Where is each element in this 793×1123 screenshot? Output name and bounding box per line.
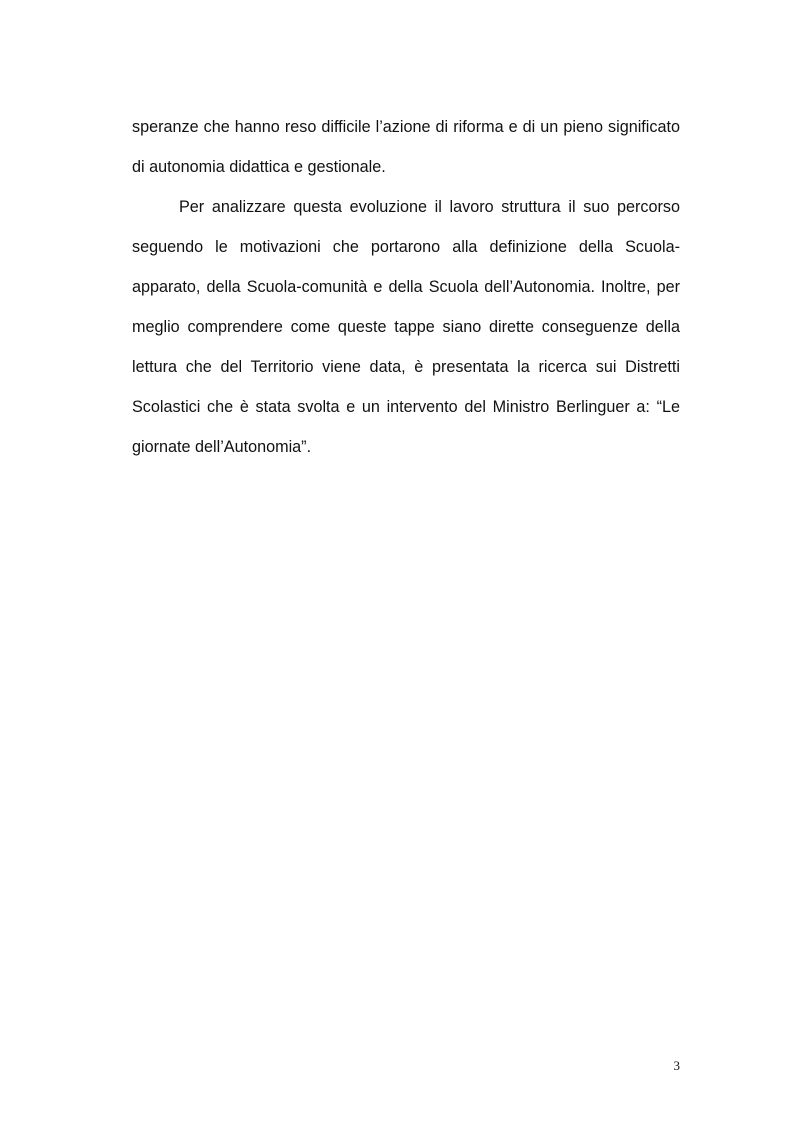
page-number: 3 bbox=[673, 1058, 680, 1073]
body-text bbox=[132, 107, 680, 467]
paragraph-continuation: speranze che hanno reso difficile l’azione di riforma e di un pieno significato di autonomia didattica e gestionale. bbox=[132, 118, 680, 176]
paragraph-main: Per analizzare questa evoluzione il lavoro struttura il suo percorso seguendo le motivazioni che portarono alla definizione della Scuola-apparato, della Scuola-comunità e della Scuola dell’Autonomia. Inoltre, per meglio comprendere come queste tappe siano dirette conseguenze della lettura che del Territorio viene data, è presentata la ricerca sui Distretti Scolastici che è stata svolta e un intervento del Ministro Berlinguer a: “Le giornate dell’Autonomia”. bbox=[132, 198, 680, 456]
